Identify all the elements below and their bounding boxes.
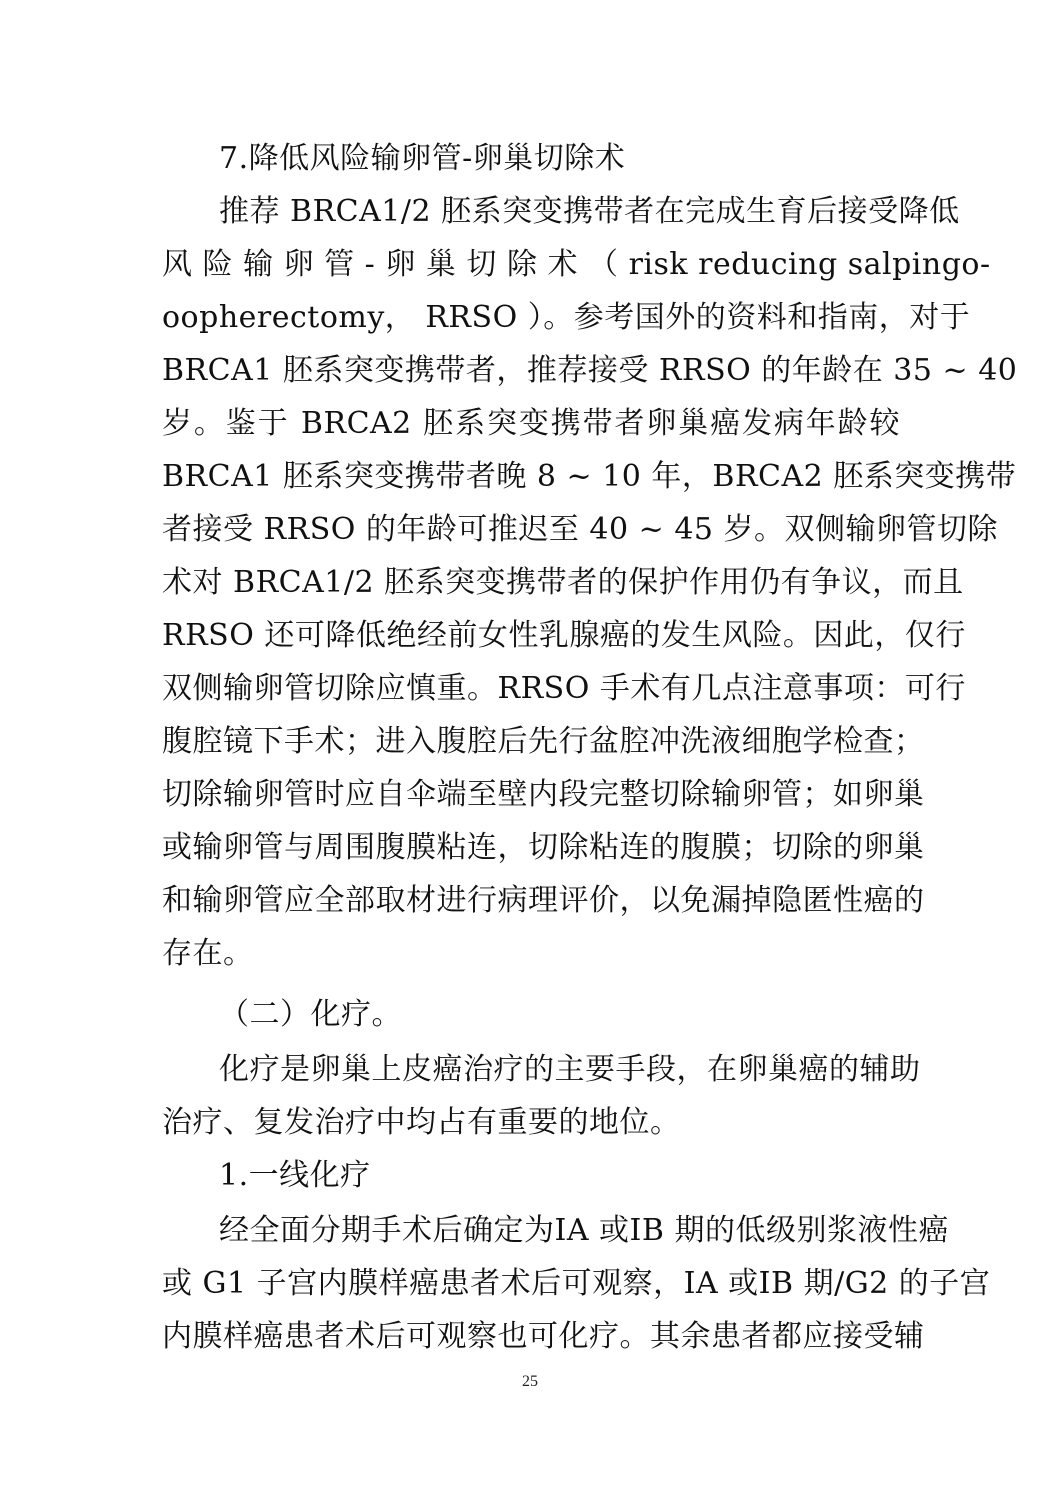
paragraph-line: 腹腔镜下手术；进入腹腔后先行盆腔冲洗液细胞学检查；	[162, 724, 925, 759]
subsection-1-heading: 1.一线化疗	[219, 1158, 371, 1193]
paragraph-line: 推荐 BRCA1/2 胚系突变携带者在完成生育后接受降低	[219, 194, 960, 229]
paragraph-line: 和输卵管应全部取材进行病理评价，以免漏掉隐匿性癌的	[162, 883, 925, 918]
paragraph-line: oopherectomy， RRSO ）。参考国外的资料和指南，对于	[162, 300, 971, 335]
section-2-heading: （二）化疗。	[219, 997, 402, 1032]
paragraph-line: 或输卵管与周围腹膜粘连，切除粘连的腹膜；切除的卵巢	[162, 830, 925, 865]
paragraph-line: 治疗、复发治疗中均占有重要的地位。	[162, 1105, 681, 1140]
paragraph-line: 岁。鉴于 BRCA2 胚系突变携带者卵巢癌发病年龄较	[162, 406, 900, 441]
paragraph-line: 存在。	[162, 936, 254, 971]
paragraph-line: BRCA1 胚系突变携带者，推荐接受 RRSO 的年龄在 35 ~ 40	[162, 353, 1018, 388]
paragraph-line: 术对 BRCA1/2 胚系突变携带者的保护作用仍有争议，而且	[162, 565, 964, 600]
paragraph-line: BRCA1 胚系突变携带者晚 8 ~ 10 年，BRCA2 胚系突变携带	[162, 459, 1017, 494]
paragraph-line: 化疗是卵巢上皮癌治疗的主要手段，在卵巢癌的辅助	[219, 1052, 921, 1087]
page-number: 25	[522, 1373, 538, 1390]
paragraph-line: 者接受 RRSO 的年龄可推迟至 40 ~ 45 岁。双侧输卵管切除	[162, 512, 999, 547]
paragraph-line: 双侧输卵管切除应慎重。RRSO 手术有几点注意事项：可行	[162, 671, 966, 706]
paragraph-line: 或 G1 子宫内膜样癌患者术后可观察，IA 或IB 期/G2 的子宫	[162, 1266, 991, 1301]
paragraph-line: 内膜样癌患者术后可观察也可化疗。其余患者都应接受辅	[162, 1319, 925, 1354]
paragraph-line: 切除输卵管时应自伞端至壁内段完整切除输卵管；如卵巢	[162, 777, 925, 812]
section-7-heading: 7.降低风险输卵管-卵巢切除术	[219, 141, 626, 176]
paragraph-line: 经全面分期手术后确定为IA 或IB 期的低级别浆液性癌	[219, 1213, 949, 1248]
paragraph-line: RRSO 还可降低绝经前女性乳腺癌的发生风险。因此，仅行	[162, 618, 966, 653]
paragraph-line: 风 险 输 卵 管 - 卵 巢 切 除 术 （ risk reducing salpingo-	[162, 247, 991, 282]
